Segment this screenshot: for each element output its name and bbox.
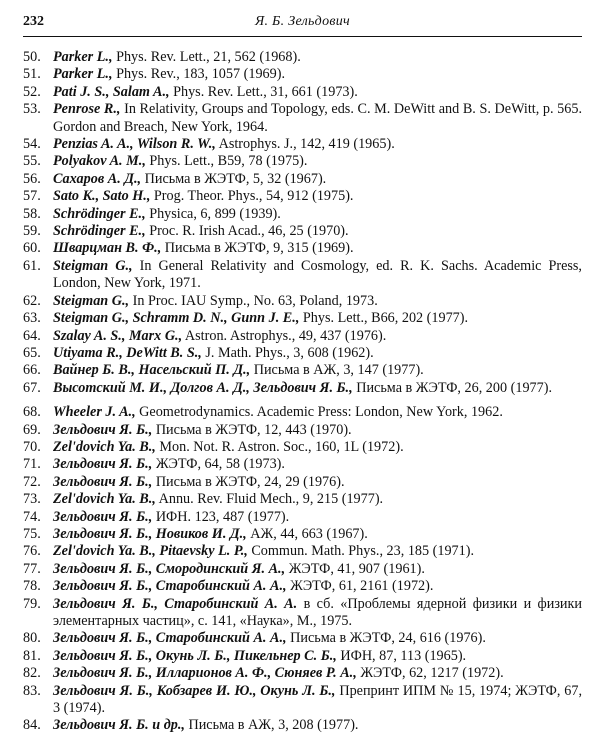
reference-number: 70.: [23, 438, 41, 455]
reference-item: [23, 153, 582, 170]
reference-item: [23, 293, 582, 310]
reference-item: [23, 543, 582, 560]
reference-citation: Письма в ЖЭТФ, 24, 616 (1976).: [286, 630, 486, 647]
reference-text: [53, 66, 582, 83]
reference-item: [23, 474, 582, 491]
reference-text: [53, 665, 582, 682]
reference-authors: Зельдович Я. Б.,: [53, 473, 153, 490]
reference-authors: Шварцман В. Ф.,: [53, 240, 162, 257]
reference-item: [23, 66, 582, 83]
reference-authors: Penzias A. A., Wilson R. W.,: [53, 136, 216, 153]
reference-text: [53, 310, 582, 327]
reference-citation: Phys. Rev. Lett., 31, 661 (1973).: [169, 83, 358, 100]
reference-authors: Zel'dovich Ya. B., Pitaevsky L. P.,: [53, 543, 248, 560]
reference-text: [53, 456, 582, 473]
reference-authors: Сахаров А. Д.,: [53, 170, 142, 187]
reference-text: [53, 683, 582, 718]
reference-item: [23, 380, 582, 397]
reference-number: 82.: [23, 665, 41, 682]
reference-text: [53, 240, 582, 257]
reference-authors: Зельдович Я. Б.,: [53, 456, 153, 473]
reference-number: 74.: [23, 508, 41, 525]
reference-citation: Препринт ИПМ № 15, 1974; ЖЭТФ, 67, 3 (1974).: [53, 682, 583, 717]
reference-text: [53, 171, 582, 188]
reference-citation: Commun. Math. Phys., 23, 185 (1971).: [247, 543, 475, 560]
reference-citation: АЖ, 44, 663 (1967).: [246, 525, 368, 542]
reference-number: 72.: [23, 473, 41, 490]
reference-citation: Письма в ЖЭТФ, 26, 200 (1977).: [352, 379, 552, 396]
reference-authors: Зельдович Я. Б.,: [53, 508, 153, 525]
reference-text: [53, 49, 582, 66]
reference-list: [23, 49, 582, 735]
reference-number: 69.: [23, 421, 41, 438]
page-header: [23, 12, 582, 34]
reference-text: [53, 223, 582, 240]
reference-authors: Зельдович Я. Б., Новиков И. Д.,: [53, 525, 247, 542]
reference-number: 58.: [23, 205, 41, 222]
reference-item: [23, 240, 582, 257]
reference-citation: Proc. R. Irish Acad., 46, 25 (1970).: [145, 223, 349, 240]
reference-number: 51.: [23, 66, 41, 83]
reference-item: [23, 188, 582, 205]
reference-number: 50.: [23, 49, 41, 65]
reference-number: 52.: [23, 83, 41, 100]
reference-citation: Annu. Rev. Fluid Mech., 9, 215 (1977).: [155, 491, 384, 508]
reference-number: 59.: [23, 223, 41, 240]
reference-number: 53.: [23, 101, 41, 118]
reference-citation: In General Relativity and Cosmology, ed. R. K. Sachs. Academic Press, London, New York, 1971.: [53, 257, 582, 292]
reference-number: 78.: [23, 578, 41, 595]
reference-item: [23, 49, 582, 66]
reference-text: [53, 380, 582, 397]
reference-number: 60.: [23, 240, 41, 257]
reference-number: 61.: [23, 257, 41, 274]
reference-number: 75.: [23, 525, 41, 542]
reference-authors: Зельдович Я. Б.,: [53, 421, 153, 438]
reference-text: [53, 543, 582, 560]
reference-text: [53, 509, 582, 526]
reference-item: [23, 596, 582, 631]
reference-number: 79.: [23, 595, 41, 612]
reference-authors: Schrödinger E.,: [53, 205, 146, 222]
reference-number: 57.: [23, 188, 41, 205]
reference-number: 80.: [23, 630, 41, 647]
reference-authors: Зельдович Я. Б., Кобзарев И. Ю., Окунь Л. Б.,: [53, 682, 336, 699]
reference-text: [53, 578, 582, 595]
reference-text: [53, 491, 582, 508]
reference-text: [53, 439, 582, 456]
reference-number: 67.: [23, 379, 41, 396]
reference-citation: Письма в ЖЭТФ, 12, 443 (1970).: [152, 421, 352, 438]
reference-text: [53, 293, 582, 310]
running-head: Я. Б. Зельдович: [254, 14, 351, 29]
reference-authors: Utiyama R., DeWitt B. S.,: [53, 344, 202, 361]
reference-item: [23, 404, 582, 421]
reference-authors: Zel'dovich Ya. B.,: [53, 491, 156, 508]
reference-authors: Steigman G.,: [53, 257, 133, 274]
reference-number: 81.: [23, 647, 41, 664]
reference-text: [53, 188, 582, 205]
reference-number: 71.: [23, 456, 41, 473]
reference-number: 73.: [23, 491, 41, 508]
reference-item: [23, 223, 582, 240]
reference-item: [23, 717, 582, 734]
reference-number: 77.: [23, 560, 41, 577]
reference-citation: ЖЭТФ, 62, 1217 (1972).: [356, 665, 504, 682]
header-rule: [23, 36, 582, 37]
reference-authors: Зельдович Я. Б., Илларионов А. Ф., Сюняев Р. А.,: [53, 665, 357, 682]
reference-authors: Wheeler J. A.,: [53, 404, 136, 421]
reference-authors: Steigman G., Schramm D. N., Gunn J. E.,: [53, 310, 300, 327]
reference-text: [53, 526, 582, 543]
reference-authors: Вайнер Б. В., Насельский П. Д.,: [53, 362, 251, 379]
reference-text: [53, 404, 582, 421]
reference-citation: Prog. Theor. Phys., 54, 912 (1975).: [150, 188, 354, 205]
reference-item: [23, 578, 582, 595]
reference-item: [23, 456, 582, 473]
reference-item: [23, 171, 582, 188]
reference-text: [53, 328, 582, 345]
reference-citation: ИФН, 87, 113 (1965).: [336, 647, 467, 664]
reference-citation: Phys. Rev. Lett., 21, 562 (1968).: [112, 49, 301, 65]
reference-authors: Szalay A. S., Marx G.,: [53, 327, 183, 344]
reference-text: [53, 84, 582, 101]
reference-citation: Geometrodynamics. Academic Press: London, New York, 1962.: [135, 404, 503, 421]
reference-text: [53, 648, 582, 665]
reference-authors: Parker L.,: [53, 49, 113, 65]
reference-citation: In Proc. IAU Symp., No. 63, Poland, 1973.: [129, 292, 378, 309]
reference-text: [53, 206, 582, 223]
reference-text: [53, 258, 582, 293]
reference-item: [23, 258, 582, 293]
reference-citation: Письма в АЖ, 3, 208 (1977).: [184, 717, 359, 734]
reference-authors: Зельдович Я. Б., Окунь Л. Б., Пикельнер С. Б.,: [53, 647, 337, 664]
reference-authors: Polyakov A. M.,: [53, 153, 146, 170]
reference-citation: ЖЭТФ, 61, 2161 (1972).: [286, 578, 434, 595]
reference-citation: J. Math. Phys., 3, 608 (1962).: [201, 344, 374, 361]
reference-citation: Astron. Astrophys., 49, 437 (1976).: [182, 327, 387, 344]
reference-authors: Зельдович Я. Б., Смородинский Я. А.,: [53, 560, 286, 577]
reference-citation: ЖЭТФ, 41, 907 (1961).: [285, 560, 425, 577]
reference-authors: Penrose R.,: [53, 101, 121, 118]
reference-item: [23, 422, 582, 439]
reference-authors: Sato K., Sato H.,: [53, 188, 151, 205]
reference-item: [23, 206, 582, 223]
reference-citation: Physica, 6, 899 (1939).: [145, 205, 281, 222]
reference-item: [23, 84, 582, 101]
reference-citation: Mon. Not. R. Astron. Soc., 160, 1L (1972).: [155, 438, 404, 455]
reference-text: [53, 561, 582, 578]
reference-citation: Phys. Rev., 183, 1057 (1969).: [112, 66, 285, 83]
reference-authors: Steigman G.,: [53, 292, 130, 309]
reference-number: 62.: [23, 292, 41, 309]
reference-text: [53, 153, 582, 170]
reference-item: [23, 101, 582, 136]
reference-number: 63.: [23, 310, 41, 327]
reference-text: [53, 101, 582, 136]
reference-item: [23, 439, 582, 456]
reference-text: [53, 362, 582, 379]
reference-text: [53, 136, 582, 153]
reference-text: [53, 474, 582, 491]
reference-citation: Phys. Lett., B59, 78 (1975).: [145, 153, 308, 170]
reference-text: [53, 630, 582, 647]
reference-citation: Astrophys. J., 142, 419 (1965).: [215, 136, 395, 153]
reference-number: 65.: [23, 344, 41, 361]
reference-number: 76.: [23, 543, 41, 560]
reference-number: 54.: [23, 136, 41, 153]
reference-item: [23, 665, 582, 682]
reference-authors: Зельдович Я. Б., Старобинский А. А.: [53, 595, 298, 612]
reference-number: 66.: [23, 362, 41, 379]
reference-citation: Письма в ЖЭТФ, 9, 315 (1969).: [161, 240, 354, 257]
reference-authors: Зельдович Я. Б. и др.,: [53, 717, 185, 734]
reference-item: [23, 345, 582, 362]
reference-item: [23, 328, 582, 345]
reference-number: 68.: [23, 404, 41, 421]
reference-authors: Zel'dovich Ya. B.,: [53, 438, 156, 455]
reference-citation: Письма в ЖЭТФ, 5, 32 (1967).: [141, 170, 327, 187]
page-number: 232: [23, 14, 44, 29]
reference-item: [23, 491, 582, 508]
reference-item: [23, 630, 582, 647]
reference-citation: Письма в ЖЭТФ, 24, 29 (1976).: [152, 473, 345, 490]
reference-citation: Phys. Lett., B66, 202 (1977).: [299, 310, 469, 327]
reference-authors: Pati J. S., Salam A.,: [53, 83, 170, 100]
reference-item: [23, 310, 582, 327]
reference-authors: Parker L.,: [53, 66, 113, 83]
reference-number: 83.: [23, 682, 41, 699]
reference-authors: Зельдович Я. Б., Старобинский А. А.,: [53, 630, 287, 647]
reference-citation: In Relativity, Groups and Topology, eds. C. M. DeWitt and B. S. DeWitt, p. 565. Gordon and Breach, New York, 1964.: [53, 101, 582, 135]
reference-item: [23, 683, 582, 718]
reference-number: 64.: [23, 327, 41, 344]
reference-authors: Schrödinger E.,: [53, 223, 146, 240]
reference-text: [53, 422, 582, 439]
reference-item: [23, 136, 582, 153]
reference-text: [53, 717, 582, 734]
reference-item: [23, 561, 582, 578]
reference-text: [53, 345, 582, 362]
reference-citation: Письма в АЖ, 3, 147 (1977).: [250, 362, 424, 379]
reference-item: [23, 509, 582, 526]
reference-number: 84.: [23, 717, 41, 734]
reference-number: 55.: [23, 153, 41, 170]
reference-citation: ИФН. 123, 487 (1977).: [152, 508, 290, 525]
reference-item: [23, 526, 582, 543]
reference-item: [23, 648, 582, 665]
reference-citation: в сб. «Проблемы ядерной физики и физики элементарных частиц», с. 141, «Наука», М., 1975.: [53, 595, 583, 629]
reference-item: [23, 362, 582, 379]
reference-number: 56.: [23, 170, 41, 187]
reference-text: [53, 596, 582, 631]
reference-authors: Высотский М. И., Долгов А. Д., Зельдович Я. Б.,: [53, 379, 353, 396]
reference-citation: ЖЭТФ, 64, 58 (1973).: [152, 456, 285, 473]
reference-authors: Зельдович Я. Б., Старобинский А. А.,: [53, 578, 287, 595]
